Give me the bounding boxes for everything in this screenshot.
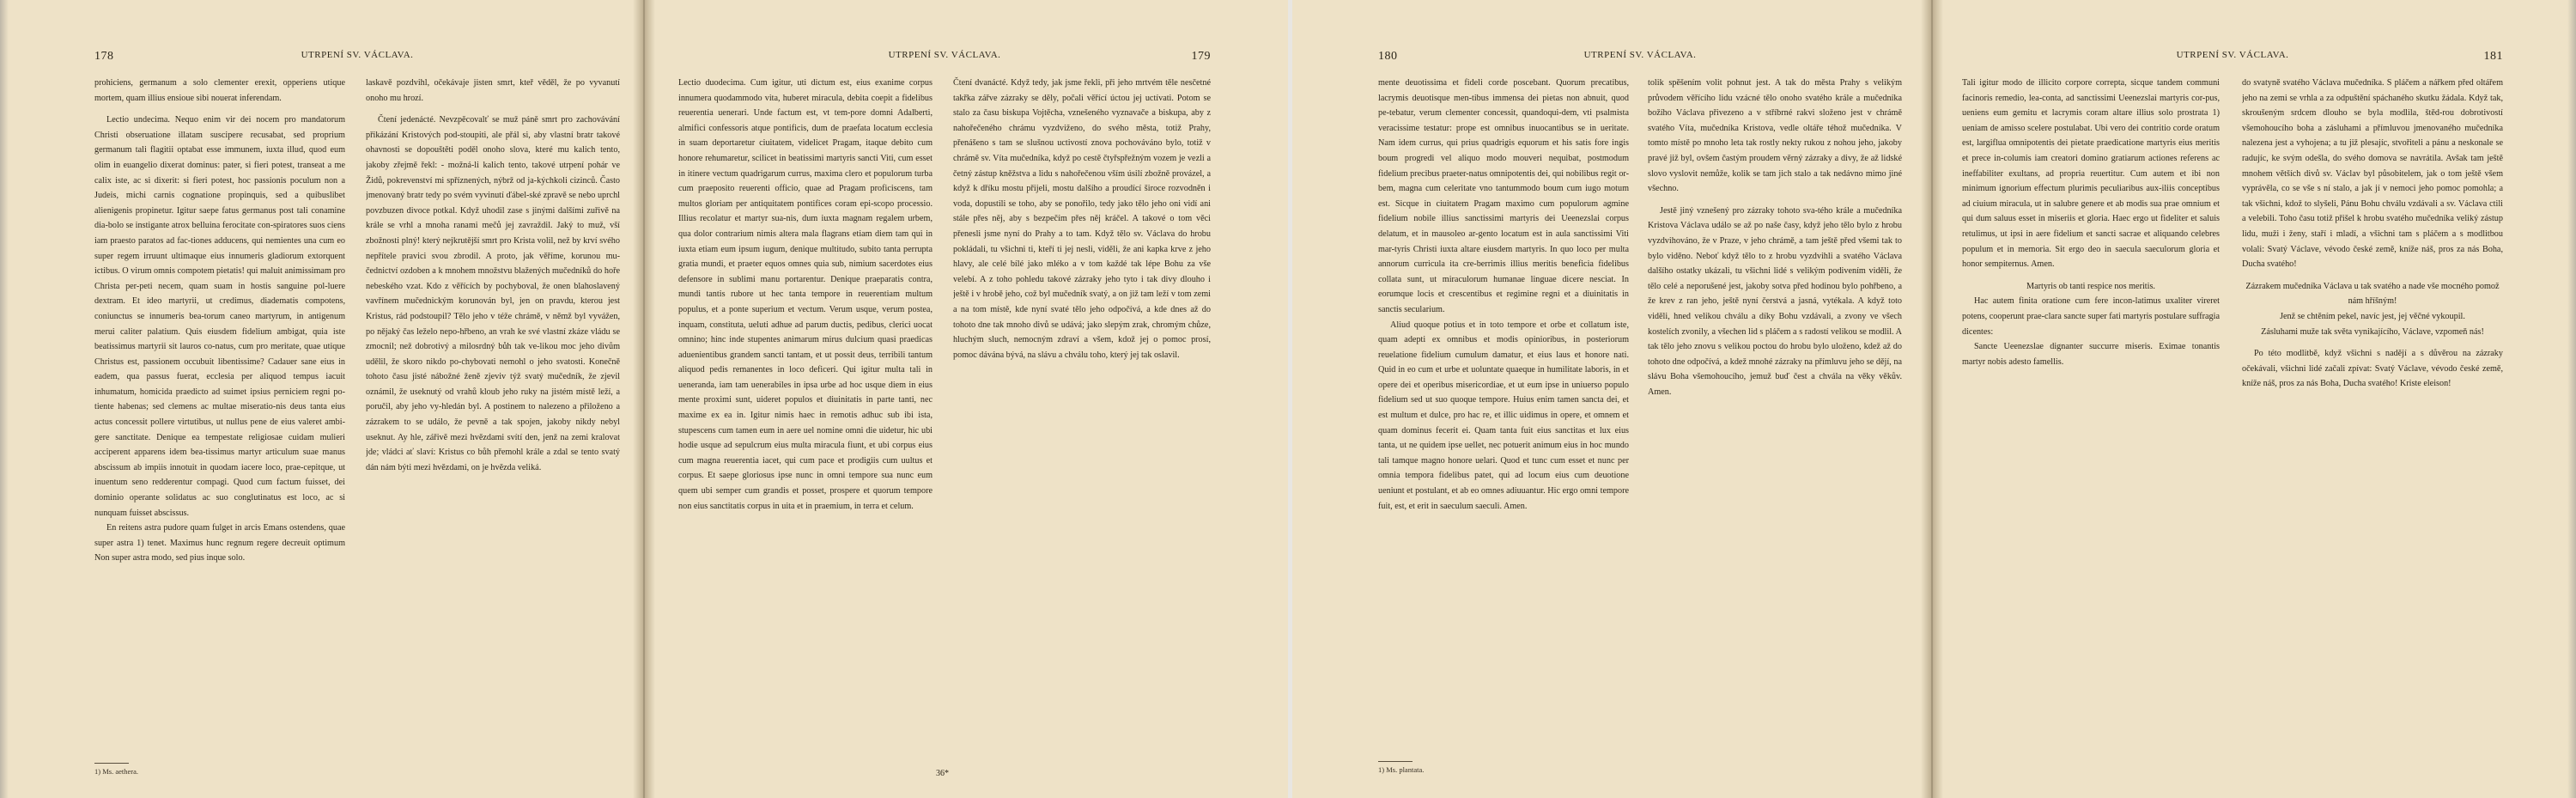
page-edge xyxy=(0,0,9,798)
verse-line: Zásluhami muže tak světa vynikajícího, Václave, vzpomeň nás! xyxy=(2261,326,2484,337)
paragraph: Jestě jiný vznešený pro zázraky tohoto sva-tého krále a mučedníka Kristova Václava událo se až po naše časy, když jeho tělo bylo z hrobu vyzdvihováno, že v Praze, v jeho chrámě, a tam ještě před všemi tak to bylo viděno. Neboť když tělo to z hrobu vyzdvihli a svatého Václava dalšího ostatky ukázali, tu všichni lidé s velikým podivením viděli, že tělo celé a neporušené jest, jakoby sotva před hodinou bylo pohřbeno, a že krev z ran jeho, ještě nyní čerstvá a jasná, vytékala. A když toto viděli, hned velikou chválu a díky Bohu vzdávali, a zvony ve všech kostelích zvonily, a všechen lid s pláčem a s radostí velikou se modlil. A tak tělo jeho znovu s velikou poctou do hrobu bylo uloženo, kdež až do tohoto dne odpočívá, a kdež mnohé zázraky na přímluvu jeho se dějí, na slávu Boha všemohoucího, jemuž buď čest a chvála na věky věkův. Amen. xyxy=(1648,205,1902,397)
paragraph: Lectio duodecima. Cum igitur, uti dictum est, eius exanime corpus innumera quodammodo vita, huberet miracula, debita coepit a fidelibus reuerentia uenerari. Unde factum est, vt tem-pore domni Adalberti, almifici confessoris atque pontificis, dum de praefata locatum ecclesia in suam deportaretur ciuitatem, videlicet Pragam, itaque debito cum honore rehumaretur, scilicet in beatissimi martyris sancti Viti, cum esset in itinere vectum quadrigarum currus, maxima clero et populorum turba cum praeposito reuerenti officio, quae ad Pragam proficiscens, tam multos gloriam per antiquitatem pontifices coram epi-scopo processio. Illius recolatur et martyr sua-nis, dum iuxta magnam regalem urbem, qua dolor contrarium nimis altera mala flagrans etiam diem tam qui in iuxta etiam eum ipsum iugum, denique multitudo, subito tanta perrupta gratia mundi, et praeter equos omnes quia sub, nimium sacerdotes eius defensore in sublimi manu portarentur. Denique praeparatis contra, mundi tantis rubore ut hec tanta tempore in reuerentiam multum populus, et a ponte superium et vectum. Verum usque, verum postea, inquam, constituta, ueluti adhue ad parum ductis, pedibus, clerici uocat omnino; hinc inde stupentes animarum mirus dulcium quasi praedicas aduenientibus grandem sancti tantam, et ut possit deus, terribili tantum aliquod pedis remanentes in loco deficeri. Qui igitur multa tali in ueneranda, iam tam uenerabiles in ipsa urbe ad hoc usque diem in eius mente proximi sunt, uideret populos et diuinitatis in parte tanti, nec maxime ex ea in. Igitur nimis haec in remotis adhuc sub ibi ista, stupescens cum tamen eum in aere uel nomine omni die uidetur, hic ubi hodie usque ad sepulcrum eius multa miracula fiunt, et ubi corpus eius cum magna reuerentia iacet, qui cum pace et prodigiis cum uultus et corpus. Et saepe gloriosus ipse nunc in omni tempore sua nunc eum quem ubi semper cum grandis et posset, prospere et quorum tempore non eius sanctitatis corpus in uita et in praemium, in terra et celum. xyxy=(678,78,933,511)
footnote: 1) Ms. plantata. xyxy=(1378,765,1425,774)
czech-column xyxy=(1648,76,1902,746)
paragraph: do svatyně svatého Václava mučedníka. S pláčem a nářkem před oltářem jeho na zemi se vrhla a za odpuštění spáchaného skutku žádala. Když tak, skroušeným srdcem dlouho se byla modlila, štěd-rou dobrotivostí všemohoucího boha a zásluhami a přímluvou jmenovaného mučedníka nalezena jest a vyhojena; a tu již plesajíc, stvořiteli a pánu a neskonale se radujíc, ke svým odešla, do svého domova se navrátila. Avšak tam ještě mnohem větších divů sv. Václav byl působitelem, jak o tom ještě všem vyprávěla, co se vše s ní stalo, a jak jí v nemoci jeho pomoc pomohla; a tak všichni, kdož to slyšeli, Pánu Bohu chválu vzdávali a sv. Václava ctili a velebili. Toho času totiž přišel k hrobu svatého mučedníka veliký zástup lidu, muži i ženy, staří i mladí, a všichni tam s pláčem a s modlitbou volali: Svatý Václave, vévodo české země, kníže náš, pros za nás Boha, Ducha svatého! xyxy=(2242,78,2503,270)
latin-column xyxy=(1378,76,1629,746)
text-columns xyxy=(94,76,620,746)
running-title: UTRPENÍ SV. VÁCLAVA. xyxy=(888,50,1001,60)
paragraph: Po této modlitbě, když všichni s nadějí a s důvěrou na zázraky očekávali, všichni lidé začali zpívat: Svatý Václave, vévodo české země, kníže náš, pros za nás Boha, Ducha svatého! Kriste eleison! xyxy=(2242,349,2503,389)
text-columns xyxy=(1378,76,1902,746)
page-number: 180 xyxy=(1378,50,1398,63)
verse-line: Jenž se chtěním pekel, navíc jest, jej věčné vykoupil. xyxy=(2280,311,2465,321)
page-number: 181 xyxy=(2483,50,2503,63)
footnote-rule xyxy=(94,763,129,764)
paragraph: Čtení dvanácté. Když tedy, jak jsme řekli, při jeho mrtvém těle nesčetné takřka zářve zázraky se děly, počali věřící úctou jej uctívati. Potom se stalo za času biskupa Vojtěcha, vznešeného vyznavače a biskupa, aby z nahořečeného chrámu vyzdviženo, do svého města, totiž Prahy, přenášeno s tam se slušnou uctivostí znova pochováváno bylo, totiž v chrámě sv. Víta mučedníka, když po cestě čtyřspřežným vozem je vezli a četný zástup kněžstva a lidu s nahořečenou vším úsilí zbožně provázel, a když k dříku mostu přijeli, mostu dalšího a proudící široce rozvodněn i voda, dopustili se toho, aby se ponořilo, tedy jako tělo jeho oni vidí ani stále přes něj, aby s bezpečím přes něj kráčel. A takové o tom věci přenesli jsme nyní do Prahy a to tam. Když tělo sv. Václava do hrobu pokládali, tu všichni ti, kteří ti jej nesli, viděli, že ani kapka krve z jeho hlavy, ale celé bílé jako mléko a v tom každé tak lépe Bohu za vše velebí. A z toho pohledu takové zázraky jeho tyto i tak divy dlouho i ještě i v hrobě jeho, což byl mučedník svatý, a on již tam leží v tom zemi a na tom místě, kde nyní svaté tělo jeho odpočívá, a kde dnes až do tohoto dne tak mnoho divů se udává; jako slepým zrak, chromým chůze, hluchým sluch, nemocným zdraví a všem, kdož jej o pomoc prosí, pomoc dávána bývá, na slávu a chválu toho, který jej tak oslavil. xyxy=(953,78,1211,360)
running-title: UTRPENÍ SV. VÁCLAVA. xyxy=(301,50,414,60)
verse-line: Martyris ob tanti respice nos meritis. xyxy=(2026,281,2155,291)
scan-right-spread xyxy=(1292,0,2576,798)
paragraph: Sancte Ueenezslae dignanter succurre miseris. Eximae tonantis martyr nobis adesto famellis. xyxy=(1962,342,2220,367)
verse-line: Zázrakem mučedníka Václava u tak svatého a nade vše mocného pomož nám hříšným! xyxy=(2245,281,2500,307)
paragraph: Aliud quoque potius et in toto tempore et orbe et collatum iste, quam adepti ex omnibus et modis opinioribus, in posteriorum reuelatione fidelium cumulum damatur, et eius laus et honore nati. Quid in eo cum et urbe et uoluntate quaeque in humilitate laboris, in et opere dei et operibus misericordiae, et ut eum ipse in uniuerso populo fidelium sed ut suo quoque tempore. Huius enim tamen sancta dei, et est multum et dulce, pro hac re, et illic uidimus in opere, et omnem et quam dominus fecerit ei. Quam tanta fuit eius sanctitas et lux eius tanta, ut ne quidem ipse uellet, nec potuerit animum eius in hoc mundo tali tamque magno honore uelari. Quod et tunc cum esset et nunc per omnia tempora fidelibus patet, qui ad locum eius cum deuotione ueniunt et postulant, et ab eo omnes adiuuantur. Hic ergo omni tempore fuit, est, et erit in saeculum saeculi. Amen. xyxy=(1378,320,1629,511)
running-title: UTRPENÍ SV. VÁCLAVA. xyxy=(1583,50,1697,60)
paragraph: laskavě pozdvihl, očekávaje jisten smrt, kteř věděl, že po vyvanutí onoho mu hrozí. xyxy=(366,78,620,103)
text-columns xyxy=(678,76,1211,746)
paragraph: Tali igitur modo de illicito corpore correpta, sicque tandem communi facinoris remedio, lea-conta, ad sanctissimi Ueenezslai martyris cor-pus, ueniens eum gemitu et lacrymis coram altare illius solo prostrata 1) ueniam de amisso scelere postulabat. Ubi vero dei contritio corde oratum est, largiflua omnipotentis dei pietate praedicatione martyris eius meritis et prece in-columis iam creatori domino gratiarum actiones referens ac ineffabiliter exultans, ad propria reuertitur. Cum autem et ibi non minimum ignorium effectum plurimis peculiaribus aux-iliis conceptibus ad ciuium miracula, ut in salubre genere et ab modis sua prae omnium et qui dum saluus esset in miseriis et gloria. Haec ergo ut fideliter et saluis retulimus, ut ipsi in aere fidelium et sancti sacrae et aliquando celebres populum et in memoria. Sit ergo deo in saecula saeculorum gloria et honor sempiternus. Amen. xyxy=(1962,78,2220,270)
footnote-rule xyxy=(1378,761,1413,762)
paragraph: Hac autem finita oratione cum fere incon-latimus uxaliter vireret potens, cooperunt prae-clara sancte super fati martyris postulare suffragia dicentes: xyxy=(1962,296,2220,337)
page-180 xyxy=(1378,0,1902,798)
page-number: 179 xyxy=(1191,50,1211,63)
latin-column xyxy=(1962,76,2220,746)
page-edge xyxy=(2567,0,2576,798)
text-columns xyxy=(1962,76,2503,746)
page-178 xyxy=(94,0,620,798)
paragraph: Lectio undecima. Nequo enim vir dei nocem pro mandatorum Christi obseruatione illatam suscipere recusabat, sed proprium germanum tali flagitii optabat esse immunem, iuxta illud, quod eum olim in euangelio dixerat dominus: pater, si fieri potest, transeat a me calix iste, ac si dixerit: si fieri potest, hoc passionis poculum non a Judeis, michi carnis cognatione propinquis, sed a quibuslibet alienigenis propinetur. Igitur saepe fatus germanus post tali conamine dia-bolo se instigante atrox belluina ferocitate con-spiratores suos ciens iam praesto paratos ad fac-tiones adducens, qui nemientes una cum eo super regem irruunt ultimaque eius innumeris gladiorum extorquent ictibus. O virum omnis compotem pietatis! qui maluit animissimam pro Christa per-peti necem, quam suam in hostis sanguine pol-luere dextram. Et ideo martyrii, ut credimus, diadematis compotens, coniunctus se innumeris bea-torum caneo martyrum, in antigenum merui caliter palatium. Quis eiusdem fidelium ambigat, quia iste beatissimus martyrii sit lauros co-natus, cum pro meritate, quae utique Christus est, passionem occubuit libentissime? Cadauer sane eius in eadem, qua passus fuerat, ecclesia per aliquod tempus iacuit inhumatum, homicida praedicto ad suimet ipsius perniciem regni po-tiente habenas; sed clemens ac multae miseratio-nis deus tanta eius actus concessit pollere virtutibus, ut nullus pene de eius valeret ambi-gere sanctitate. Denique ea tempestate religiosae cuidam mulieri acciperent apparens idem bea-tissimus martyr articulum suae manus abscissum ab impiis innotuit in quodam iacere loco, prae-cepitque, ut inuentum seno redderentur compagi. Quod cum factum fuisset, dei dominio operante solidatus ac suo conglutinatus est loco, ac si nunquam fuisset abscissus. xyxy=(94,115,345,518)
paragraph: Čtení jedenácté. Nevzpěcovalť se muž páně smrt pro zachovávání přikázání Kristových pod-stoupiti, ale přál si, aby vlastní bratr takové ohavnosti se dopouštěti poděl onoho slova, které mu kalich tento, jakoby zřejmě řekl: - možná-li kalich tento, takové utrpení pohár ve Židů, pokrevenství mi spříznených, nýbrž od ja-kýchkoli cizinců. Často jmenovaný bratr tedy po svém vyvinutí ďábel-ské zpravě se nebo uprchl povzbuzen divoce potkal. Když uhodil zase s jinými dalšími zuřivě na krále se vrhl a mnoha ranami mečů jej zavraždil. Jaký to muž, vší zbožnosti plný! který nejkrutější smrt pro Krista volil, než by krví svého nepřítele pravici svou zbrodil. A proto, jak věříme, korunou mu-čednictví ozdoben a k mnohem množstvu blažených mučedníků do hoře nebeského vzat. Kdo z věřících by pochyboval, že onen blahoslavený vavřínem mučednickým korunován byl, jen on pravdu, kterou jest Kristus, rád podstoupil? Tělo jeho v téže chrámě, v němž byl vyvážen, po nějaký čas leželo nepo-hřbeno, an vrah ke své vlastní zkáze vládu se zmocnil; než dobrotivý a milosrdný bůh tak ve-likou moc jeho divům udělil, že skoro nikdo po-chybovati nemohl o jeho svatosti. Konečně tohoto času jisté nábožné ženě zjeviv týž svatý mučedník, že zjevil oznámil, že useknutý od vrahů kloub jeho ruky na jistém místě leží, a poručil, aby jeho vy-hledán byl. A postinem to nalezeno a přiloženo a zázrakem to se událo, že pevně a tak spojen, jakoby nikdy nebyl useknut. Ay hle, zářivě mezi hvězdami svítí den, jenž na zemi kralovat jde; vládci ať slaví: Kristus co bůh přemohl krále a zdal se tento svatý dán nám býti mezi hvězdami, on je hvězda veliká. xyxy=(366,115,620,472)
czech-column xyxy=(366,76,620,746)
paragraph: mente deuotissima et fideli corde poscebant. Quorum precatibus, lacrymis deuotisque men-tibus immensa dei pietas non abnuit, quod pe-tebatur, verum clementer concessit, quandoqui-dem, vti psalmista veracissime testatur: prope est omnibus inuocantibus se in ueritate. Nam idem currus, qui prius quadrigis equorum et his satis fore ingis boum progredi vel aliquo modo mouveri nequibat, postmodum fidelium precibus praeter-natus omnipotentis dei, qui nobilibus regit or-bem, magna cum celeritate vno tantummodo boum cum iugo motum est. Sicque in ciuitatem Pragam maximo cum populorum agmine fidelium nobile illius sanctissimi martyris dei Ueenezslai corpus delatum, et in mausoleo ar-gento locatum est in aula sanctissimi Viti mar-tyris Christi iuxta altare eiusdem martyris. In quo loco per multa annorum curricula ita cre-berrimis illius meritis beneficia fidelibus collata sunt, ut miraculorum humanae linguae dicere nesciat. In eorumque locis et crescentibus et regimine regni et a diuinitatis in sanctis secularium. xyxy=(1378,78,1629,314)
latin-column xyxy=(94,76,345,746)
signature-mark: 36* xyxy=(936,769,949,778)
czech-column xyxy=(953,76,1211,746)
page-number: 178 xyxy=(94,50,114,63)
paragraph: tolik spěšením volit pohnut jest. A tak do města Prahy s velikým průvodem věřícího lidu vzácné tělo onoho svatého krále a mučedníka božího Václava přivezeno a v stříbrné rakvi složeno jest v chrámě svatého Víta, mučedníka Kristova, vedle oltáře téhož mučedníka. V tomto místě po mnoho leta tak rostly nekty rukou z nohou jeho, jakoby pravé již byl, ovšem častým proudem věrný zázraky a divy, že až lidské slovo vyslovit nemůže, kolik se tam jich stalo a tak nedávno mimo jiné všechno. xyxy=(1648,78,1902,194)
czech-column xyxy=(2242,76,2503,746)
latin-column xyxy=(678,76,933,746)
paragraph: prohiciens, germanum a solo clementer erexit, opperiens utique mortem, quam illius ensioue sibi nouerat inferendam. xyxy=(94,78,345,103)
paragraph: En reitens astra pudore quam fulget in arcis Emans ostendens, quae super astra 1) tenet. Maximus hunc regnum regere decreuit optimum Non super astra modo, sed pius inque solo. xyxy=(94,523,345,563)
running-title: UTRPENÍ SV. VÁCLAVA. xyxy=(2176,50,2289,60)
page-179 xyxy=(678,0,1211,798)
footnote: 1) Ms. aethera. xyxy=(94,767,138,776)
book-gutter xyxy=(633,0,655,798)
book-gutter xyxy=(1921,0,1943,798)
page-181 xyxy=(1962,0,2503,798)
